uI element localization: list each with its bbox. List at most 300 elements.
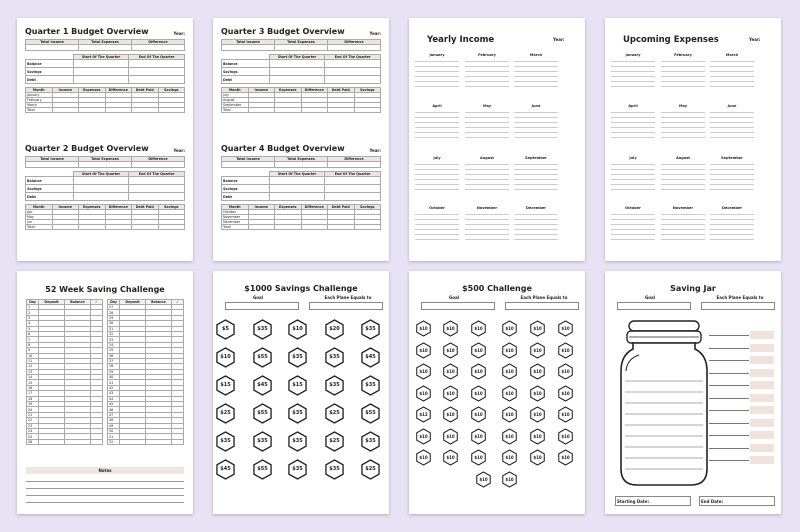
- entry-line[interactable]: [465, 132, 509, 133]
- entry-line[interactable]: [710, 229, 754, 230]
- goal-field[interactable]: [225, 302, 299, 310]
- hexagon-cell[interactable]: [288, 375, 307, 396]
- entry-line[interactable]: [710, 86, 754, 87]
- summary-cell[interactable]: [132, 45, 185, 51]
- entry-line[interactable]: [611, 164, 655, 165]
- jar-amount-box[interactable]: [750, 344, 774, 352]
- month-cell[interactable]: [248, 225, 275, 230]
- entry-line[interactable]: [661, 71, 705, 72]
- summary-cell[interactable]: [132, 162, 185, 168]
- entry-line[interactable]: [661, 184, 705, 185]
- hexagon-cell[interactable]: [443, 406, 458, 423]
- hexagon-cell[interactable]: [443, 320, 458, 337]
- hexagon-cell[interactable]: [416, 406, 431, 423]
- entry-line[interactable]: [465, 112, 509, 113]
- entry-line[interactable]: [710, 112, 754, 113]
- jar-amount-box[interactable]: [750, 331, 774, 339]
- entry-line[interactable]: [514, 132, 558, 133]
- entry-line[interactable]: [415, 71, 459, 72]
- month-cell[interactable]: [275, 108, 302, 113]
- month-cell[interactable]: [105, 108, 132, 113]
- hexagon-cell[interactable]: [530, 406, 545, 423]
- hexagon-cell[interactable]: [502, 449, 517, 466]
- summary-cell[interactable]: [328, 162, 381, 168]
- entry-line[interactable]: [661, 122, 705, 123]
- hexagon-cell[interactable]: [558, 385, 573, 402]
- hexagon-cell[interactable]: [253, 403, 272, 424]
- summary-cell[interactable]: [26, 45, 79, 51]
- hexagon-cell[interactable]: [216, 375, 235, 396]
- hexagon-cell[interactable]: [502, 363, 517, 380]
- entry-line[interactable]: [415, 86, 459, 87]
- entry-line[interactable]: [710, 184, 754, 185]
- entry-line[interactable]: [710, 169, 754, 170]
- entry-line[interactable]: [710, 189, 754, 190]
- hexagon-cell[interactable]: [253, 459, 272, 480]
- entry-line[interactable]: [710, 179, 754, 180]
- entry-line[interactable]: [661, 169, 705, 170]
- notes-line[interactable]: [26, 502, 184, 503]
- entry-line[interactable]: [514, 71, 558, 72]
- entry-line[interactable]: [415, 117, 459, 118]
- hexagon-cell[interactable]: [288, 403, 307, 424]
- balance-cell[interactable]: [129, 177, 185, 185]
- entry-line[interactable]: [514, 239, 558, 240]
- hexagon-cell[interactable]: [558, 342, 573, 359]
- jar-amount-box[interactable]: [750, 419, 774, 427]
- hexagon-cell[interactable]: [471, 428, 486, 445]
- entry-line[interactable]: [514, 112, 558, 113]
- entry-line[interactable]: [465, 137, 509, 138]
- hexagon-cell[interactable]: [253, 347, 272, 368]
- entry-line[interactable]: [661, 229, 705, 230]
- entry-line[interactable]: [514, 179, 558, 180]
- hexagon-cell[interactable]: [471, 406, 486, 423]
- entry-line[interactable]: [415, 189, 459, 190]
- hexagon-cell[interactable]: [530, 320, 545, 337]
- hexagon-cell[interactable]: [325, 459, 344, 480]
- entry-line[interactable]: [611, 169, 655, 170]
- hexagon-cell[interactable]: [558, 449, 573, 466]
- entry-line[interactable]: [710, 132, 754, 133]
- entry-line[interactable]: [661, 112, 705, 113]
- week-cell[interactable]: [64, 439, 90, 444]
- entry-line[interactable]: [465, 189, 509, 190]
- entry-line[interactable]: [465, 61, 509, 62]
- balance-cell[interactable]: [325, 76, 381, 84]
- hexagon-cell[interactable]: [530, 342, 545, 359]
- entry-line[interactable]: [611, 234, 655, 235]
- entry-line[interactable]: [415, 239, 459, 240]
- entry-line[interactable]: [661, 224, 705, 225]
- entry-line[interactable]: [465, 86, 509, 87]
- balance-cell[interactable]: [73, 185, 129, 193]
- hexagon-cell[interactable]: [325, 375, 344, 396]
- hexagon-cell[interactable]: [253, 319, 272, 340]
- balance-cell[interactable]: [129, 68, 185, 76]
- hexagon-cell[interactable]: [530, 363, 545, 380]
- entry-line[interactable]: [710, 117, 754, 118]
- hexagon-cell[interactable]: [325, 431, 344, 452]
- entry-line[interactable]: [465, 174, 509, 175]
- entry-line[interactable]: [611, 76, 655, 77]
- month-cell[interactable]: [354, 225, 381, 230]
- entry-line[interactable]: [611, 229, 655, 230]
- hexagon-cell[interactable]: [502, 428, 517, 445]
- entry-line[interactable]: [514, 184, 558, 185]
- balance-cell[interactable]: [325, 185, 381, 193]
- entry-line[interactable]: [415, 214, 459, 215]
- hexagon-cell[interactable]: [443, 428, 458, 445]
- entry-line[interactable]: [514, 189, 558, 190]
- hexagon-cell[interactable]: [443, 449, 458, 466]
- summary-cell[interactable]: [222, 162, 275, 168]
- month-cell[interactable]: [158, 225, 185, 230]
- hexagon-cell[interactable]: [502, 385, 517, 402]
- entry-line[interactable]: [611, 122, 655, 123]
- entry-line[interactable]: [710, 137, 754, 138]
- entry-line[interactable]: [514, 122, 558, 123]
- hexagon-cell[interactable]: [416, 342, 431, 359]
- month-cell[interactable]: [105, 225, 132, 230]
- month-cell[interactable]: [132, 108, 159, 113]
- balance-cell[interactable]: [325, 193, 381, 201]
- hexagon-cell[interactable]: [216, 459, 235, 480]
- entry-line[interactable]: [611, 239, 655, 240]
- hexagon-cell[interactable]: [216, 403, 235, 424]
- entry-line[interactable]: [710, 71, 754, 72]
- entry-line[interactable]: [661, 81, 705, 82]
- entry-line[interactable]: [415, 224, 459, 225]
- entry-line[interactable]: [514, 76, 558, 77]
- hexagon-cell[interactable]: [416, 320, 431, 337]
- hexagon-cell[interactable]: [502, 471, 517, 488]
- entry-line[interactable]: [661, 76, 705, 77]
- month-cell[interactable]: [328, 225, 355, 230]
- entry-line[interactable]: [465, 122, 509, 123]
- summary-cell[interactable]: [26, 162, 79, 168]
- entry-line[interactable]: [514, 169, 558, 170]
- entry-line[interactable]: [514, 224, 558, 225]
- hexagon-cell[interactable]: [288, 319, 307, 340]
- entry-line[interactable]: [661, 137, 705, 138]
- entry-line[interactable]: [710, 234, 754, 235]
- entry-line[interactable]: [611, 189, 655, 190]
- entry-line[interactable]: [661, 239, 705, 240]
- jar-amount-box[interactable]: [750, 431, 774, 439]
- hexagon-cell[interactable]: [471, 342, 486, 359]
- week-cell[interactable]: [171, 439, 183, 444]
- hexagon-cell[interactable]: [476, 471, 491, 488]
- entry-line[interactable]: [611, 219, 655, 220]
- entry-line[interactable]: [661, 117, 705, 118]
- entry-line[interactable]: [465, 71, 509, 72]
- hexagon-cell[interactable]: [530, 385, 545, 402]
- entry-line[interactable]: [611, 179, 655, 180]
- entry-line[interactable]: [661, 179, 705, 180]
- entry-line[interactable]: [415, 81, 459, 82]
- balance-cell[interactable]: [129, 193, 185, 201]
- entry-line[interactable]: [661, 189, 705, 190]
- summary-cell[interactable]: [328, 45, 381, 51]
- entry-line[interactable]: [661, 86, 705, 87]
- balance-cell[interactable]: [325, 177, 381, 185]
- entry-line[interactable]: [661, 164, 705, 165]
- entry-line[interactable]: [465, 164, 509, 165]
- entry-line[interactable]: [415, 234, 459, 235]
- entry-line[interactable]: [514, 174, 558, 175]
- entry-line[interactable]: [514, 137, 558, 138]
- hexagon-cell[interactable]: [361, 459, 380, 480]
- each-plane-field[interactable]: [505, 302, 579, 310]
- entry-line[interactable]: [611, 174, 655, 175]
- month-cell[interactable]: [132, 225, 159, 230]
- entry-line[interactable]: [611, 137, 655, 138]
- hexagon-cell[interactable]: [325, 347, 344, 368]
- entry-line[interactable]: [710, 174, 754, 175]
- entry-line[interactable]: [661, 174, 705, 175]
- entry-line[interactable]: [661, 66, 705, 67]
- entry-line[interactable]: [710, 224, 754, 225]
- entry-line[interactable]: [611, 117, 655, 118]
- entry-line[interactable]: [611, 112, 655, 113]
- week-cell[interactable]: [39, 439, 65, 444]
- balance-cell[interactable]: [269, 68, 325, 76]
- hexagon-cell[interactable]: [558, 406, 573, 423]
- entry-line[interactable]: [415, 229, 459, 230]
- entry-line[interactable]: [661, 132, 705, 133]
- jar-amount-box[interactable]: [750, 381, 774, 389]
- entry-line[interactable]: [514, 117, 558, 118]
- hexagon-cell[interactable]: [558, 428, 573, 445]
- entry-line[interactable]: [661, 214, 705, 215]
- each-plane-field[interactable]: [701, 302, 775, 310]
- entry-line[interactable]: [710, 61, 754, 62]
- hexagon-cell[interactable]: [502, 342, 517, 359]
- entry-line[interactable]: [415, 112, 459, 113]
- week-cell[interactable]: [90, 439, 102, 444]
- balance-cell[interactable]: [325, 68, 381, 76]
- hexagon-cell[interactable]: [288, 431, 307, 452]
- entry-line[interactable]: [415, 61, 459, 62]
- entry-line[interactable]: [710, 164, 754, 165]
- balance-cell[interactable]: [73, 68, 129, 76]
- month-cell[interactable]: [79, 108, 106, 113]
- summary-cell[interactable]: [79, 162, 132, 168]
- jar-amount-box[interactable]: [750, 394, 774, 402]
- entry-line[interactable]: [611, 61, 655, 62]
- hexagon-cell[interactable]: [325, 319, 344, 340]
- hexagon-cell[interactable]: [471, 320, 486, 337]
- entry-line[interactable]: [514, 81, 558, 82]
- entry-line[interactable]: [514, 234, 558, 235]
- balance-cell[interactable]: [269, 76, 325, 84]
- hexagon-cell[interactable]: [471, 363, 486, 380]
- month-cell[interactable]: [328, 108, 355, 113]
- hexagon-cell[interactable]: [416, 428, 431, 445]
- hexagon-cell[interactable]: [361, 319, 380, 340]
- hexagon-cell[interactable]: [471, 385, 486, 402]
- entry-line[interactable]: [710, 122, 754, 123]
- entry-line[interactable]: [611, 86, 655, 87]
- hexagon-cell[interactable]: [288, 459, 307, 480]
- notes-line[interactable]: [26, 488, 184, 489]
- entry-line[interactable]: [710, 219, 754, 220]
- entry-line[interactable]: [710, 214, 754, 215]
- hexagon-cell[interactable]: [361, 403, 380, 424]
- hexagon-cell[interactable]: [361, 375, 380, 396]
- hexagon-cell[interactable]: [216, 431, 235, 452]
- jar-amount-box[interactable]: [750, 456, 774, 464]
- entry-line[interactable]: [465, 234, 509, 235]
- entry-line[interactable]: [710, 239, 754, 240]
- entry-line[interactable]: [514, 61, 558, 62]
- hexagon-cell[interactable]: [361, 347, 380, 368]
- entry-line[interactable]: [415, 174, 459, 175]
- jar-amount-box[interactable]: [750, 406, 774, 414]
- month-cell[interactable]: [301, 108, 328, 113]
- balance-cell[interactable]: [73, 76, 129, 84]
- hexagon-cell[interactable]: [361, 431, 380, 452]
- month-cell[interactable]: [79, 225, 106, 230]
- entry-line[interactable]: [465, 214, 509, 215]
- entry-line[interactable]: [611, 214, 655, 215]
- entry-line[interactable]: [710, 81, 754, 82]
- balance-cell[interactable]: [269, 177, 325, 185]
- month-cell[interactable]: [52, 225, 79, 230]
- balance-cell[interactable]: [73, 177, 129, 185]
- entry-line[interactable]: [415, 219, 459, 220]
- entry-line[interactable]: [415, 76, 459, 77]
- entry-line[interactable]: [415, 164, 459, 165]
- entry-line[interactable]: [710, 76, 754, 77]
- entry-line[interactable]: [415, 137, 459, 138]
- jar-amount-box[interactable]: [750, 356, 774, 364]
- goal-field[interactable]: [617, 302, 691, 310]
- balance-cell[interactable]: [129, 60, 185, 68]
- entry-line[interactable]: [611, 132, 655, 133]
- summary-cell[interactable]: [275, 162, 328, 168]
- entry-line[interactable]: [415, 169, 459, 170]
- balance-cell[interactable]: [73, 193, 129, 201]
- entry-line[interactable]: [514, 164, 558, 165]
- entry-line[interactable]: [661, 61, 705, 62]
- entry-line[interactable]: [514, 214, 558, 215]
- summary-cell[interactable]: [79, 45, 132, 51]
- hexagon-cell[interactable]: [253, 375, 272, 396]
- entry-line[interactable]: [465, 117, 509, 118]
- week-cell[interactable]: [120, 439, 146, 444]
- starting-date-field[interactable]: [615, 496, 691, 506]
- notes-line[interactable]: [26, 481, 184, 482]
- month-cell[interactable]: [301, 225, 328, 230]
- entry-line[interactable]: [661, 127, 705, 128]
- balance-cell[interactable]: [325, 60, 381, 68]
- hexagon-cell[interactable]: [288, 347, 307, 368]
- entry-line[interactable]: [611, 127, 655, 128]
- entry-line[interactable]: [710, 66, 754, 67]
- balance-cell[interactable]: [269, 193, 325, 201]
- month-cell[interactable]: [275, 225, 302, 230]
- entry-line[interactable]: [611, 184, 655, 185]
- hexagon-cell[interactable]: [416, 385, 431, 402]
- hexagon-cell[interactable]: [216, 347, 235, 368]
- hexagon-cell[interactable]: [502, 406, 517, 423]
- entry-line[interactable]: [611, 224, 655, 225]
- entry-line[interactable]: [465, 169, 509, 170]
- jar-amount-box[interactable]: [750, 444, 774, 452]
- hexagon-cell[interactable]: [416, 363, 431, 380]
- entry-line[interactable]: [514, 127, 558, 128]
- entry-line[interactable]: [661, 234, 705, 235]
- goal-field[interactable]: [421, 302, 495, 310]
- entry-line[interactable]: [465, 81, 509, 82]
- hexagon-cell[interactable]: [325, 403, 344, 424]
- hexagon-cell[interactable]: [558, 363, 573, 380]
- entry-line[interactable]: [415, 66, 459, 67]
- hexagon-cell[interactable]: [216, 319, 235, 340]
- balance-cell[interactable]: [129, 185, 185, 193]
- entry-line[interactable]: [465, 184, 509, 185]
- hexagon-cell[interactable]: [443, 363, 458, 380]
- entry-line[interactable]: [611, 81, 655, 82]
- entry-line[interactable]: [415, 179, 459, 180]
- entry-line[interactable]: [415, 127, 459, 128]
- end-date-field[interactable]: [699, 496, 775, 506]
- entry-line[interactable]: [710, 127, 754, 128]
- entry-line[interactable]: [415, 184, 459, 185]
- balance-cell[interactable]: [129, 76, 185, 84]
- entry-line[interactable]: [415, 122, 459, 123]
- month-cell[interactable]: [354, 108, 381, 113]
- entry-line[interactable]: [465, 239, 509, 240]
- summary-cell[interactable]: [275, 45, 328, 51]
- week-cell[interactable]: [145, 439, 171, 444]
- hexagon-cell[interactable]: [416, 449, 431, 466]
- hexagon-cell[interactable]: [530, 449, 545, 466]
- each-plane-field[interactable]: [309, 302, 383, 310]
- balance-cell[interactable]: [269, 185, 325, 193]
- hexagon-cell[interactable]: [443, 385, 458, 402]
- entry-line[interactable]: [465, 229, 509, 230]
- month-cell[interactable]: [248, 108, 275, 113]
- notes-line[interactable]: [26, 495, 184, 496]
- entry-line[interactable]: [611, 66, 655, 67]
- hexagon-cell[interactable]: [471, 449, 486, 466]
- month-cell[interactable]: [158, 108, 185, 113]
- entry-line[interactable]: [465, 66, 509, 67]
- hexagon-cell[interactable]: [253, 431, 272, 452]
- entry-line[interactable]: [514, 66, 558, 67]
- entry-line[interactable]: [415, 132, 459, 133]
- hexagon-cell[interactable]: [443, 342, 458, 359]
- hexagon-cell[interactable]: [502, 320, 517, 337]
- balance-cell[interactable]: [73, 60, 129, 68]
- entry-line[interactable]: [514, 219, 558, 220]
- summary-cell[interactable]: [222, 45, 275, 51]
- entry-line[interactable]: [465, 127, 509, 128]
- month-cell[interactable]: [52, 108, 79, 113]
- entry-line[interactable]: [611, 71, 655, 72]
- hexagon-cell[interactable]: [530, 428, 545, 445]
- hexagon-cell[interactable]: [558, 320, 573, 337]
- entry-line[interactable]: [465, 179, 509, 180]
- entry-line[interactable]: [661, 219, 705, 220]
- entry-line[interactable]: [465, 224, 509, 225]
- entry-line[interactable]: [514, 86, 558, 87]
- jar-amount-box[interactable]: [750, 369, 774, 377]
- entry-line[interactable]: [465, 76, 509, 77]
